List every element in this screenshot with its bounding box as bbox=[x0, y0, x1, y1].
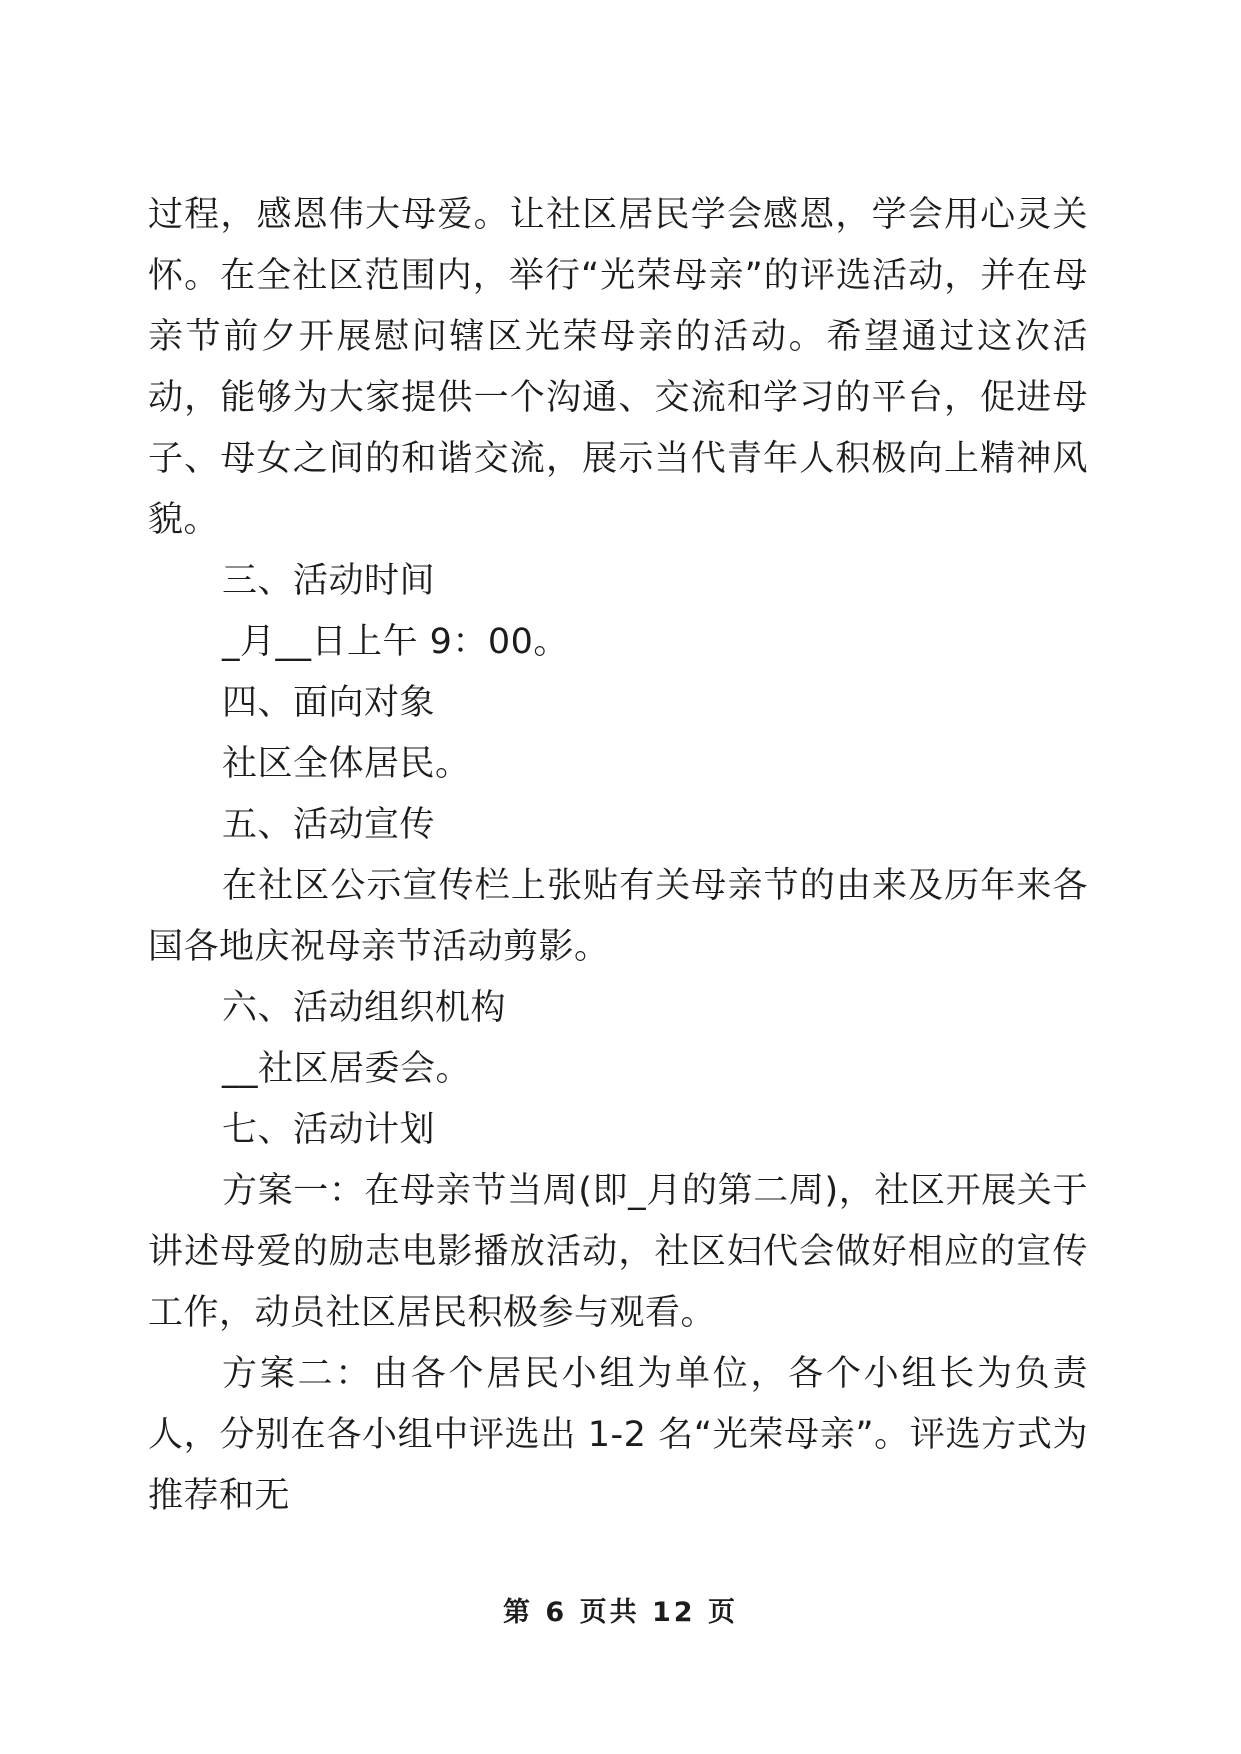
paragraph-target-audience: 社区全体居民。 bbox=[222, 744, 471, 784]
document-body bbox=[148, 185, 1088, 1527]
footer-total-pages: 12 bbox=[652, 1597, 696, 1628]
footer-middle: 页共 bbox=[579, 1597, 640, 1628]
paragraph-body-continued: 过程，感恩伟大母爱。让社区居民学会感恩，学会用心灵关怀。在全社区范围内，举行“光荣母亲”的评选活动，并在母亲节前夕开展慰问辖区光荣母亲的活动。希望通过这次活动，能够为大家提供一个沟通、交流和学习的平台，促进母子、母女之间的和谐交流，展示当代青年人积极向上精神风貌。 bbox=[148, 195, 1088, 540]
footer-suffix: 页 bbox=[708, 1597, 738, 1628]
page-footer bbox=[0, 1590, 1241, 1629]
heading-activity-plan: 七、活动计划 bbox=[222, 1110, 436, 1150]
paragraph-activity-promotion: 在社区公示宣传栏上张贴有关母亲节的由来及历年来各国各地庆祝母亲节活动剪影。 bbox=[148, 866, 1088, 967]
paragraph-activity-time: _月__日上午 9：00。 bbox=[222, 622, 569, 662]
footer-current-page: 6 bbox=[545, 1597, 568, 1628]
heading-target-audience: 四、面向对象 bbox=[222, 683, 436, 723]
heading-organizing-body: 六、活动组织机构 bbox=[222, 988, 507, 1028]
paragraph-organizing-body: __社区居委会。 bbox=[222, 1049, 472, 1089]
paragraph-plan-one: 方案一：在母亲节当周(即_月的第二周)，社区开展关于讲述母爱的励志电影播放活动，社区妇代会做好相应的宣传工作，动员社区居民积极参与观看。 bbox=[148, 1171, 1088, 1333]
paragraph-plan-two: 方案二：由各个居民小组为单位，各个小组长为负责人，分别在各小组中评选出 1-2 名“光荣母亲”。评选方式为推荐和无 bbox=[148, 1354, 1088, 1516]
heading-activity-promotion: 五、活动宣传 bbox=[222, 805, 436, 845]
footer-prefix: 第 bbox=[503, 1597, 533, 1628]
heading-activity-time: 三、活动时间 bbox=[222, 561, 436, 601]
